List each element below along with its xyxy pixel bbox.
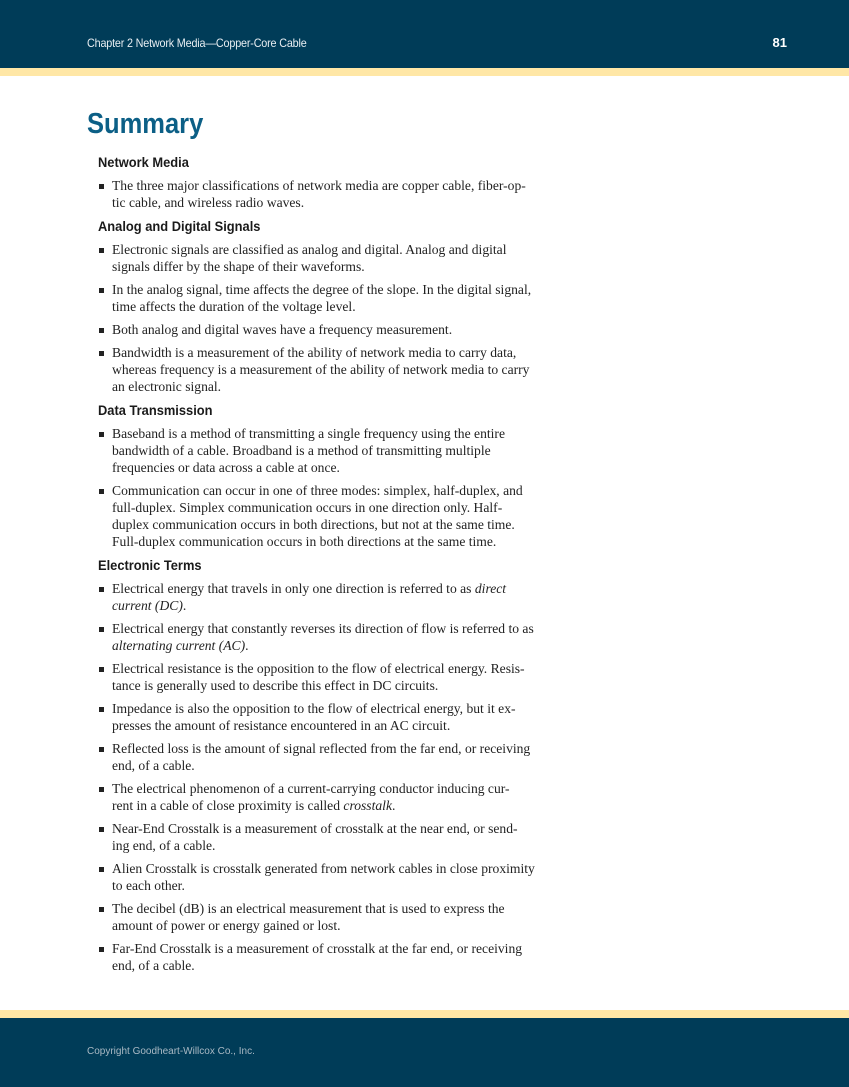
text-line: The electrical phenomenon of a current-carrying conductor inducing cur- <box>112 781 510 796</box>
text-line: amount of power or energy gained or lost. <box>112 918 341 933</box>
text-line: full-duplex. Simplex communication occurs in one direction only. Half- <box>112 500 503 515</box>
list-item <box>98 700 578 734</box>
text-line: Alien Crosstalk is crosstalk generated from network cables in close proximity <box>112 861 535 876</box>
text-segment: . <box>245 638 249 653</box>
text-line: bandwidth of a cable. Broadband is a method of transmitting multiple <box>112 443 491 458</box>
page-footer <box>0 1018 849 1087</box>
square-bullet-icon <box>99 328 104 333</box>
section-heading: Data Transmission <box>98 402 213 418</box>
square-bullet-icon <box>99 288 104 293</box>
text-line <box>112 580 578 597</box>
square-bullet-icon <box>99 587 104 592</box>
text-line: ing end, of a cable. <box>112 838 216 853</box>
list-item <box>98 281 578 315</box>
text-line: tance is generally used to describe this effect in DC circuits. <box>112 678 439 693</box>
list-item <box>98 860 578 894</box>
text-line: time affects the duration of the voltage level. <box>112 299 356 314</box>
text-line: Electrical energy that constantly reverses its direction of flow is referred to as <box>112 621 534 636</box>
section-heading: Network Media <box>98 154 189 170</box>
text-line: In the analog signal, time affects the degree of the slope. In the digital signal, <box>112 282 532 297</box>
text-line: presses the amount of resistance encountered in an AC circuit. <box>112 718 451 733</box>
text-line: Reflected loss is the amount of signal reflected from the far end, or receiving <box>112 741 531 756</box>
square-bullet-icon <box>99 707 104 712</box>
text-line: duplex communication occurs in both directions, but not at the same time. <box>112 517 515 532</box>
list-item <box>98 241 578 275</box>
text-line <box>112 797 578 814</box>
text-line: to each other. <box>112 878 185 893</box>
square-bullet-icon <box>99 248 104 253</box>
page-title: Summary <box>87 108 204 140</box>
list-item <box>98 820 578 854</box>
text-line: Far-End Crosstalk is a measurement of crosstalk at the far end, or receiving <box>112 941 523 956</box>
text-segment: . <box>392 798 396 813</box>
text-line: The three major classifications of network media are copper cable, fiber-op- <box>112 178 526 193</box>
square-bullet-icon <box>99 432 104 437</box>
list-item <box>98 482 578 550</box>
summary-section <box>98 217 578 395</box>
list-item <box>98 620 578 654</box>
text-line: Electronic signals are classified as analog and digital. Analog and digital <box>112 242 507 257</box>
list-item <box>98 940 578 974</box>
list-item <box>98 344 578 395</box>
italic-term: alternating current (AC) <box>112 638 246 653</box>
square-bullet-icon <box>99 351 104 356</box>
footer-stripe <box>0 1010 849 1018</box>
copyright: Copyright Goodheart-Willcox Co., Inc. <box>87 1046 255 1057</box>
text-segment: Electrical energy that travels in only one direction is referred to as <box>112 581 475 596</box>
running-head: Chapter 2 Network Media—Copper-Core Cable <box>87 36 307 50</box>
text-line: The decibel (dB) is an electrical measurement that is used to express the <box>112 901 505 916</box>
text-line: an electronic signal. <box>112 379 222 394</box>
text-line: Communication can occur in one of three modes: simplex, half-duplex, and <box>112 483 523 498</box>
list-item <box>98 321 578 338</box>
text-line <box>112 637 578 654</box>
text-line: end, of a cable. <box>112 758 195 773</box>
list-item <box>98 580 578 614</box>
text-line: Electrical resistance is the opposition to the flow of electrical energy. Resis- <box>112 661 525 676</box>
section-heading: Analog and Digital Signals <box>98 218 261 234</box>
text-line: Near-End Crosstalk is a measurement of crosstalk at the near end, or send- <box>112 821 518 836</box>
italic-term: current (DC) <box>112 598 183 613</box>
text-line: Full-duplex communication occurs in both directions at the same time. <box>112 534 497 549</box>
list-item <box>98 177 578 211</box>
italic-term: crosstalk <box>343 798 392 813</box>
list-item <box>98 900 578 934</box>
square-bullet-icon <box>99 627 104 632</box>
square-bullet-icon <box>99 747 104 752</box>
text-line: whereas frequency is a measurement of the ability of network media to carry <box>112 362 530 377</box>
page-header <box>0 0 849 68</box>
square-bullet-icon <box>99 867 104 872</box>
list-item <box>98 660 578 694</box>
text-line: Bandwidth is a measurement of the ability of network media to carry data, <box>112 345 517 360</box>
text-line: tic cable, and wireless radio waves. <box>112 195 305 210</box>
text-line: Both analog and digital waves have a frequency measurement. <box>112 322 453 337</box>
text-line: frequencies or data across a cable at once. <box>112 460 340 475</box>
list-item <box>98 780 578 814</box>
square-bullet-icon <box>99 947 104 952</box>
list-item <box>98 740 578 774</box>
text-segment: rent in a cable of close proximity is called <box>112 798 344 813</box>
section-heading: Electronic Terms <box>98 557 202 573</box>
text-segment: . <box>182 598 187 613</box>
summary-content <box>98 153 578 980</box>
square-bullet-icon <box>99 184 104 189</box>
list-item <box>98 425 578 476</box>
text-line: end, of a cable. <box>112 958 195 973</box>
square-bullet-icon <box>99 489 104 494</box>
header-stripe <box>0 68 849 76</box>
summary-section <box>98 556 578 974</box>
page-number: 81 <box>772 35 787 50</box>
text-line: Baseband is a method of transmitting a single frequency using the entire <box>112 426 505 441</box>
text-line: Impedance is also the opposition to the flow of electrical energy, but it ex- <box>112 701 516 716</box>
italic-term: direct <box>474 581 507 596</box>
text-line <box>112 597 578 614</box>
square-bullet-icon <box>99 667 104 672</box>
square-bullet-icon <box>99 787 104 792</box>
summary-section <box>98 401 578 550</box>
square-bullet-icon <box>99 907 104 912</box>
square-bullet-icon <box>99 827 104 832</box>
summary-section <box>98 153 578 211</box>
text-line: signals differ by the shape of their waveforms. <box>112 259 365 274</box>
